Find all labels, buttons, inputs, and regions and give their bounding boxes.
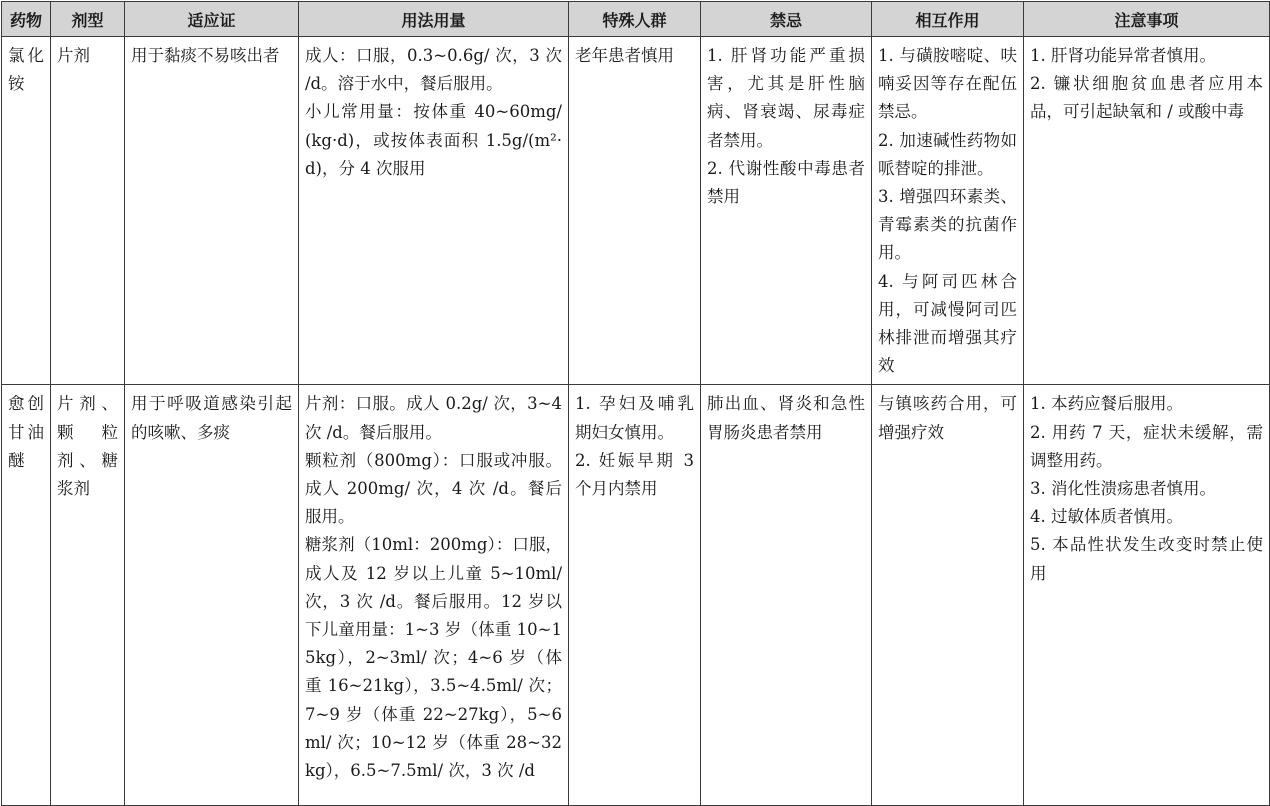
special-population-line: 1. 孕妇及哺乳期妇女慎用。 [575,394,694,442]
header-dosage: 用法用量 [299,2,569,37]
header-interactions: 相互作用 [872,2,1024,37]
precautions-cell [1024,385,1270,806]
precaution-item: 2. 用药 7 天，症状未缓解，需调整用药。 [1030,422,1263,470]
contraindication-item: 2. 代谢性酸中毒患者禁用 [707,158,865,207]
header-contraindications: 禁忌 [701,2,872,37]
contraindication-item: 1. 肝肾功能严重损害，尤其是肝性脑病、肾衰竭、尿毒症者禁用。 [707,46,865,150]
table-row [2,385,1270,806]
interaction-item: 2. 加速碱性药物如哌替啶的排泄。 [878,130,1017,178]
contraindications-cell [701,37,872,385]
interactions-cell [872,37,1024,385]
special-population-line: 2. 妊娠早期 3 个月内禁用 [575,450,694,499]
interactions-cell [872,385,1024,806]
header-drug: 药物 [2,2,51,37]
special-population-line: 老年患者慎用 [575,46,674,65]
form-cell: 片剂 [51,37,125,385]
indication-cell: 用于呼吸道感染引起的咳嗽、多痰 [125,385,299,806]
special-population-cell [569,385,701,806]
indication-cell: 用于黏痰不易咳出者 [125,37,299,385]
interaction-item: 4. 与阿司匹林合用，可减慢阿司匹林排泄而增强其疗效 [878,271,1017,376]
interaction-item: 与镇咳药合用，可增强疗效 [878,394,1017,442]
interaction-item: 1. 与磺胺嘧啶、呋喃妥因等存在配伍禁忌。 [878,46,1017,122]
header-special-population: 特殊人群 [569,2,701,37]
contraindications-cell [701,385,872,806]
precaution-item: 5. 本品性状发生改变时禁止使用 [1030,535,1263,583]
precautions-cell [1024,37,1270,385]
precaution-item: 1. 肝肾功能异常者慎用。 [1030,46,1216,65]
contraindication-item: 肺出血、肾炎和急性胃肠炎患者禁用 [707,394,865,442]
special-population-cell [569,37,701,385]
precaution-item: 3. 消化性溃疡患者慎用。 [1030,479,1216,499]
dosage-cell [299,385,569,806]
dosage-line: 成人：口服，0.3~0.6g/ 次，3 次 /d。溶于水中，餐后服用。 [305,46,562,94]
header-row [2,2,1270,37]
drug-cell: 氯化铵 [2,37,51,385]
dosage-line: 糖浆剂（10ml：200mg）：口服，成人及 12 岁以上儿童 5~10ml/ 次，3 次 /d。餐后服用。12 岁以下儿童用量：1~3 岁（体重 10~15kg），2~3ml/ 次；4~6 岁（体重 16~21kg），3.5~4.5ml/ 次；7~9 岁（体重 22~27kg），5~6ml/ 次；10~12 岁（体重 28~32kg），6.5~7.5ml/ 次，3 次 /d [305,535,562,781]
interaction-item: 3. 增强四环素类、青霉素类的抗菌作用。 [878,187,1017,263]
precaution-item: 4. 过敏体质者慎用。 [1030,507,1183,527]
dosage-line: 片剂：口服。成人 0.2g/ 次，3~4 次 /d。餐后服用。 [305,394,562,442]
dosage-line: 颗粒剂（800mg）：口服或冲服。成人 200mg/ 次，4 次 /d。餐后服用。 [305,450,562,527]
precaution-item: 2. 镰状细胞贫血患者应用本品，可引起缺氧和 / 或酸中毒 [1030,74,1263,122]
header-form: 剂型 [51,2,125,37]
form-cell: 片剂、颗粒剂、糖浆剂 [51,385,125,806]
drug-info-table [1,1,1270,806]
drug-cell: 愈创甘油醚 [2,385,51,806]
header-precautions: 注意事项 [1024,2,1270,37]
table-row [2,37,1270,385]
dosage-cell [299,37,569,385]
dosage-line: 小儿常用量：按体重 40~60mg/(kg·d)，或按体表面积 1.5g/(m²·d)，分 4 次服用 [305,102,562,178]
precaution-item: 1. 本药应餐后服用。 [1030,394,1183,414]
header-indication: 适应证 [125,2,299,37]
